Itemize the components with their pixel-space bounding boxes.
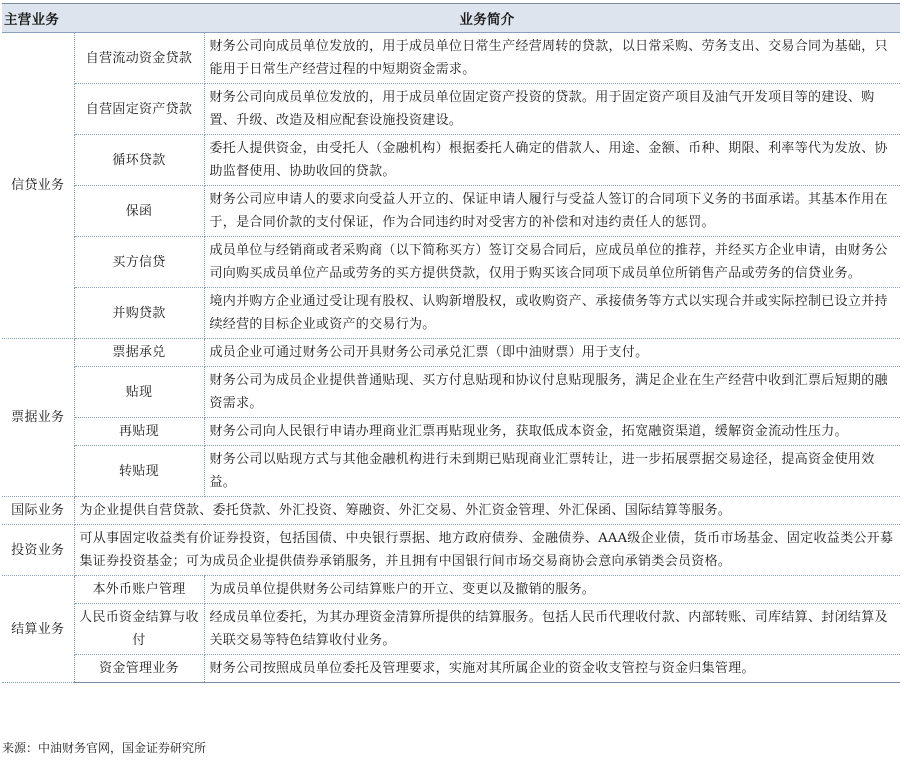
item-desc: 财务公司向成员单位发放的，用于成员单位日常生产经营周转的贷款，以日常采购、劳务支出、交易合同为基础，只能用于日常生产经营过程的中短期资金需求。 [204, 33, 900, 84]
table-row [2, 446, 900, 497]
table-row [2, 288, 900, 339]
table-row [2, 33, 900, 84]
item-name: 票据承兑 [74, 339, 204, 367]
item-desc: 财务公司应申请人的要求向受益人开立的、保证申请人履行与受益人签订的合同项下义务的书面承诺。其基本作用在于，是合同价款的支付保证，作为合同违约时对受害方的补偿和对违约责任人的惩罚。 [204, 186, 900, 237]
item-desc: 为企业提供自营贷款、委托贷款、外汇投资、筹融资、外汇交易、外汇资金管理、外汇保函、国际结算等服务。 [74, 497, 900, 525]
item-name: 自营固定资产贷款 [74, 84, 204, 135]
item-desc: 可从事固定收益类有价证券投资，包括国债、中央银行票据、地方政府债券、金融债券、AAA级企业债，货币市场基金、固定收益类公开募集证券投资基金；可为成员企业提供债券承销服务，并且拥有中国银行间市场交易商协会意向承销类会员资格。 [74, 525, 900, 576]
item-name: 人民币资金结算与收付 [74, 604, 204, 655]
header-main-business: 主营业务 [2, 4, 74, 33]
item-desc: 经成员单位委托，为其办理资金清算所提供的结算服务。包括人民币代理收付款、内部转账、司库结算、封闭结算及关联交易等特色结算收付业务。 [204, 604, 900, 655]
item-desc: 委托人提供资金，由受托人（金融机构）根据委托人确定的借款人、用途、金额、币种、期限、利率等代为发放、协助监督使用、协助收回的贷款。 [204, 135, 900, 186]
item-name: 资金管理业务 [74, 655, 204, 683]
table-row [2, 576, 900, 604]
item-desc: 境内并购方企业通过受让现有股权、认购新增股权，或收购资产、承接债务等方式以实现合并或实际控制已设立并持续经营的目标企业或资产的交易行为。 [204, 288, 900, 339]
item-desc: 财务公司向人民银行申请办理商业汇票再贴现业务，获取低成本资金，拓宽融资渠道，缓解资金流动性压力。 [204, 418, 900, 446]
table-row [2, 655, 900, 683]
table-row [2, 339, 900, 367]
table-row [2, 135, 900, 186]
item-name: 转贴现 [74, 446, 204, 497]
header-business-intro: 业务简介 [74, 4, 900, 33]
item-desc: 财务公司为成员企业提供普通贴现、买方付息贴现和协议付息贴现服务，满足企业在生产经营中收到汇票后短期的融资需求。 [204, 367, 900, 418]
item-name: 并购贷款 [74, 288, 204, 339]
table-row [2, 604, 900, 655]
item-name: 买方信贷 [74, 237, 204, 288]
item-desc: 财务公司向成员单位发放的，用于成员单位固定资产投资的贷款。用于固定资产项目及油气开发项目等的建设、购置、升级、改造及相应配套设施投资建设。 [204, 84, 900, 135]
category-investment: 投资业务 [2, 525, 74, 576]
table-row [2, 237, 900, 288]
table-row [2, 186, 900, 237]
table-row [2, 84, 900, 135]
item-desc: 财务公司以贴现方式与其他金融机构进行未到期已贴现商业汇票转让，进一步拓展票据交易途径，提高资金使用效益。 [204, 446, 900, 497]
item-desc: 成员企业可通过财务公司开具财务公司承兑汇票（即中油财票）用于支付。 [204, 339, 900, 367]
item-name: 本外币账户管理 [74, 576, 204, 604]
item-desc: 为成员单位提供财务公司结算账户的开立、变更以及撤销的服务。 [204, 576, 900, 604]
table-row [2, 367, 900, 418]
item-name: 循环贷款 [74, 135, 204, 186]
item-desc: 成员单位与经销商或者采购商（以下简称买方）签订交易合同后，应成员单位的推荐，并经买方企业申请，由财务公司向购买成员单位产品或劳务的买方提供贷款，仅用于购买该合同项下成员单位所销售产品或劳务的信贷业务。 [204, 237, 900, 288]
table-row [2, 497, 900, 525]
source-note: 来源：中油财务官网，国金证券研究所 [2, 741, 207, 755]
category-credit: 信贷业务 [2, 33, 74, 339]
category-settlement: 结算业务 [2, 576, 74, 683]
category-bills: 票据业务 [2, 339, 74, 497]
table-row [2, 525, 900, 576]
item-desc: 财务公司按照成员单位委托及管理要求，实施对其所属企业的资金收支管控与资金归集管理。 [204, 655, 900, 683]
item-name: 自营流动资金贷款 [74, 33, 204, 84]
item-name: 再贴现 [74, 418, 204, 446]
item-name: 贴现 [74, 367, 204, 418]
table-header-row [2, 4, 900, 33]
category-international: 国际业务 [2, 497, 74, 525]
item-name: 保函 [74, 186, 204, 237]
table-row [2, 418, 900, 446]
business-table [2, 3, 900, 683]
